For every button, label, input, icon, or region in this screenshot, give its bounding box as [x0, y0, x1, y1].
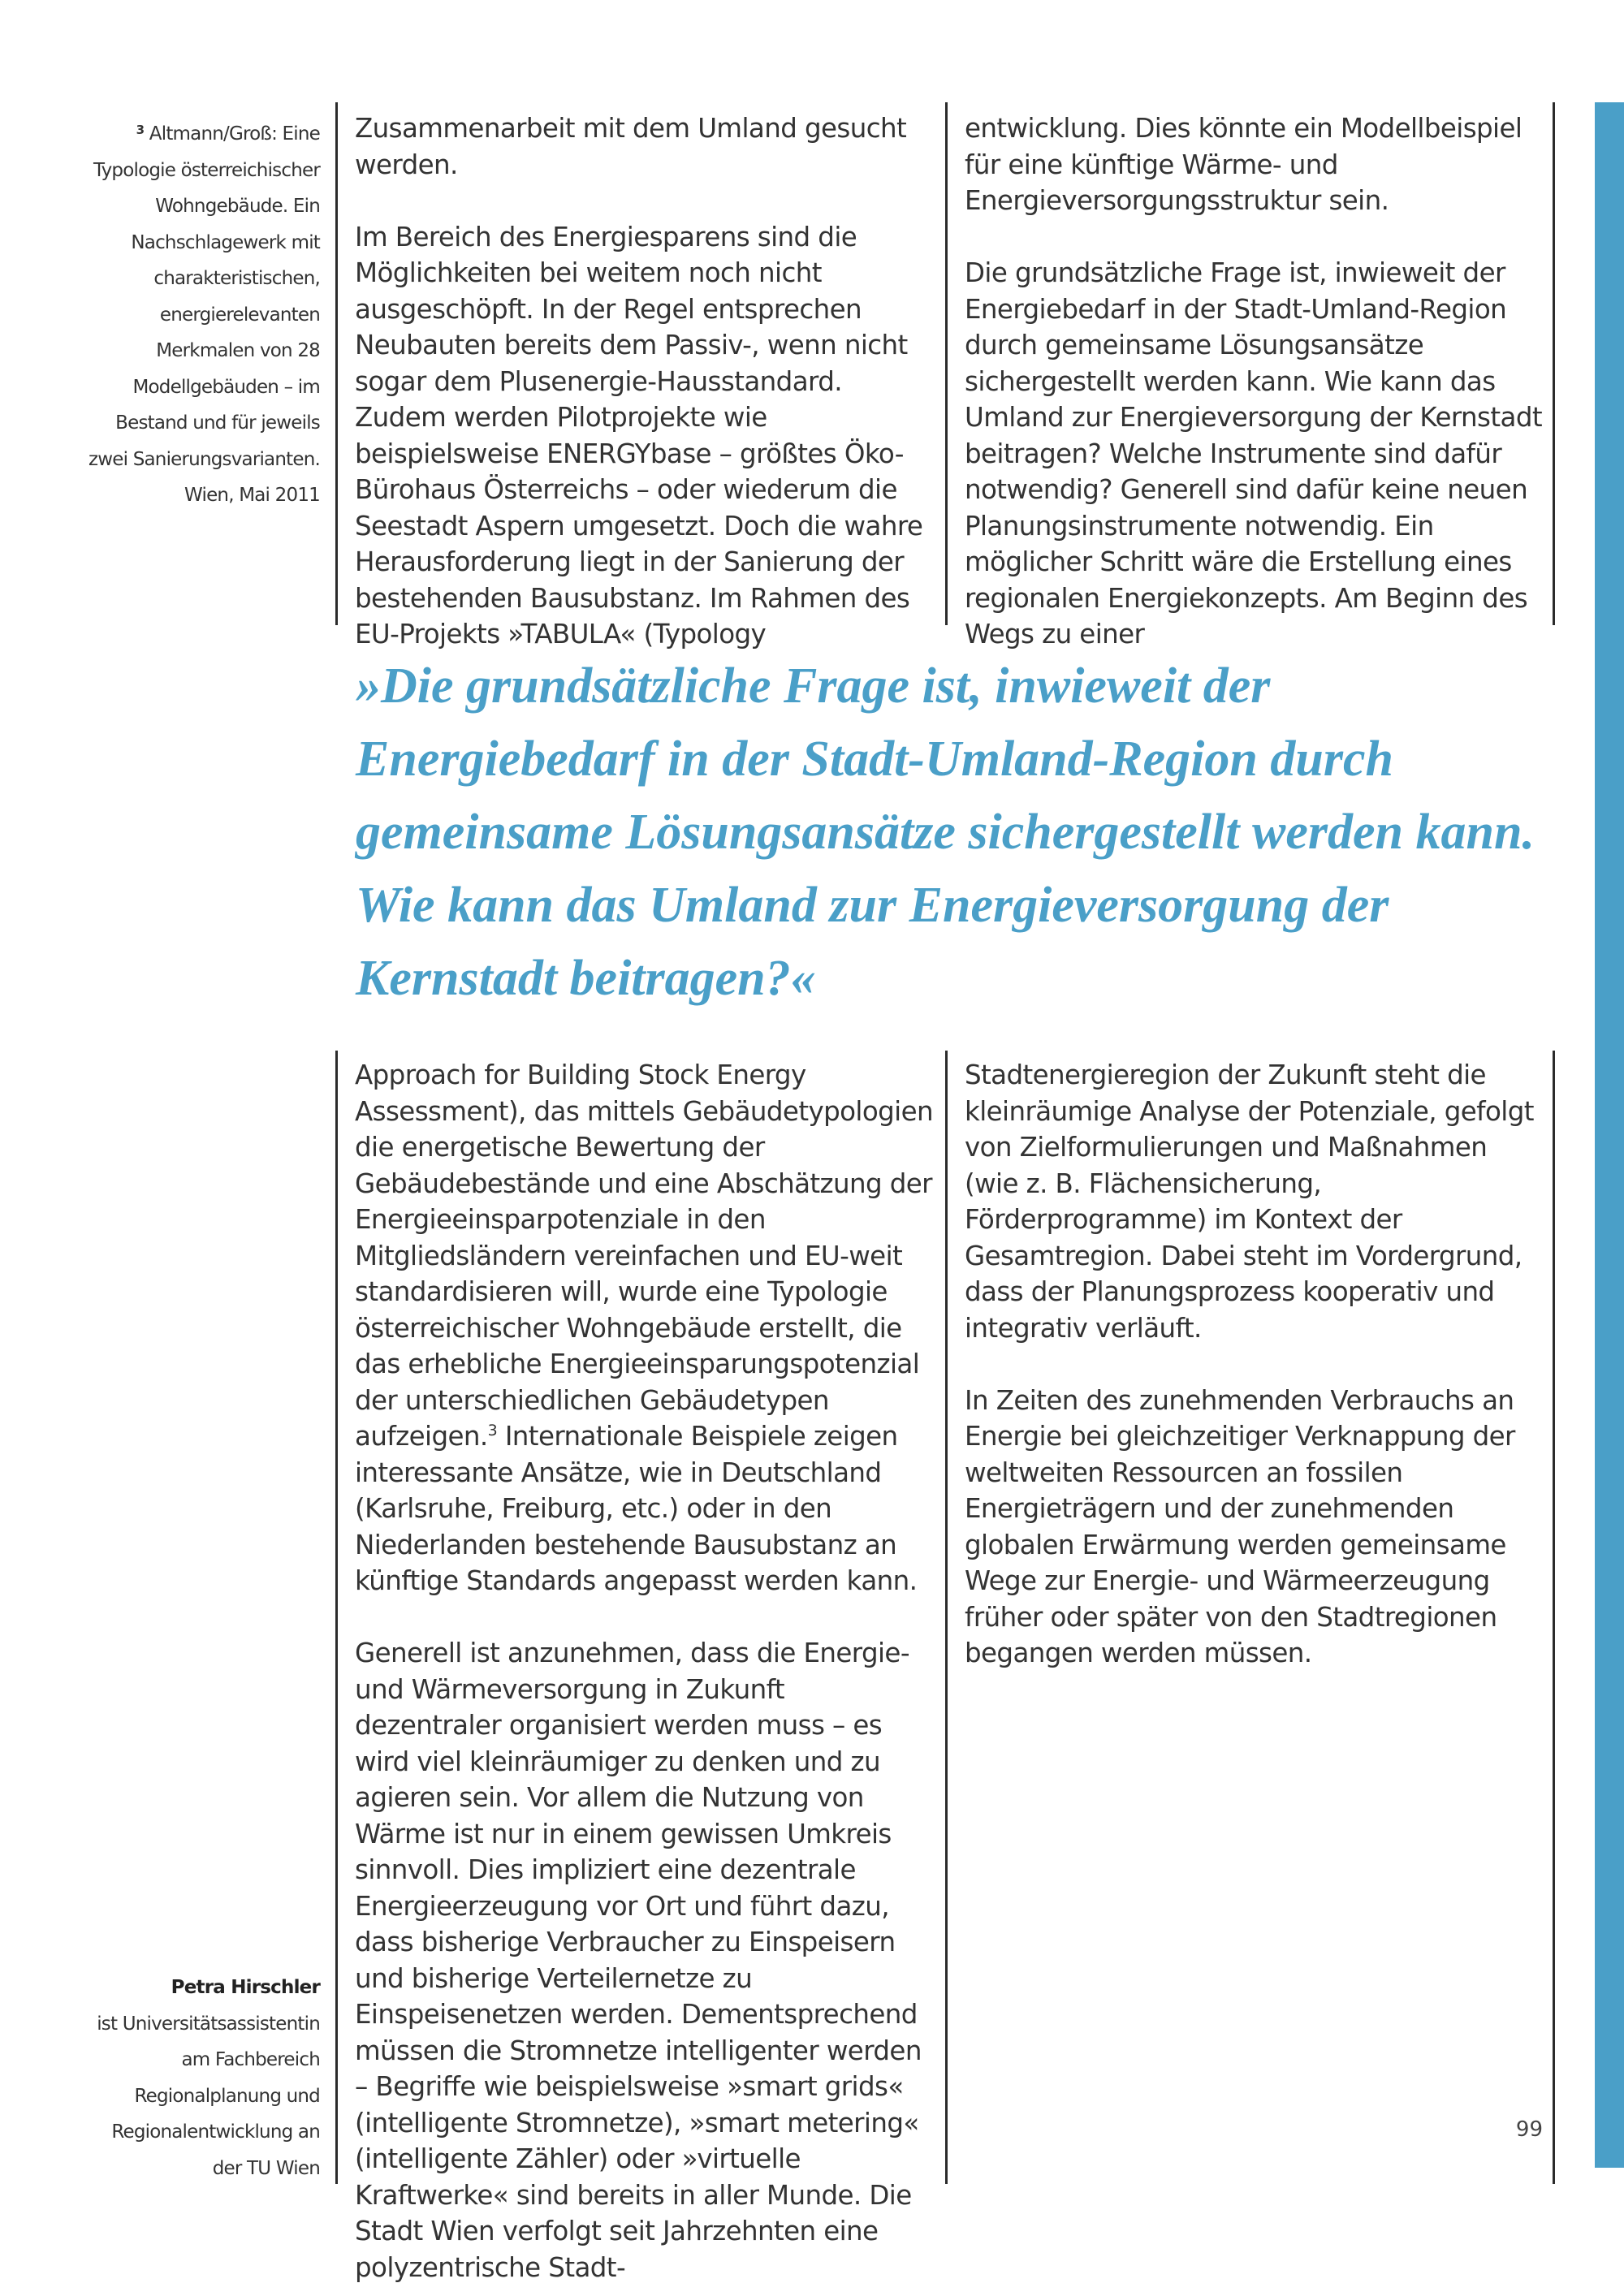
page-accent-bar — [1595, 102, 1624, 2168]
footnote — [84, 112, 320, 514]
paragraph: Zusammenarbeit mit dem Umland gesucht werden. — [355, 113, 907, 180]
footnote-text — [84, 112, 320, 477]
paragraph: Stadtenergieregion der Zukunft steht die kleinräumige Analyse der Potenziale, gefolgt von Zielformulierungen und Maßnahmen (wie z. B. Flächensicherung, Förderprogramme) im Kontext der Gesamtregion. Dabei steht im Vordergrund, dass der Planungsprozess kooperativ und integrativ verläuft. — [965, 1060, 1534, 1344]
bottom-column-2 — [965, 1057, 1543, 1672]
paragraph-text: Internationale Beispiele zeigen interessante Ansätze, wie in Deutschland (Karlsruhe, Freiburg, etc.) oder in den Niederlanden bestehende Bausubstanz an künftige Standards angepasst werden kann. — [355, 1421, 918, 1596]
footnote-reference: 3 — [487, 1422, 498, 1439]
footnote-body: Altmann/Groß: Eine Typologie österreichischer Wohngebäude. Ein Nachschlagewerk mit charakteristischen, energierelevanten Merkmalen von 28 Modellgebäuden – im Bestand und für jeweils zwei Sanierungsvarianten. — [88, 123, 320, 470]
author-name: Petra Hirschler — [171, 1977, 320, 1998]
column-rule — [945, 102, 948, 625]
paragraph: Generell ist anzunehmen, dass die Energie- und Wärmeversorgung in Zukunft dezentraler organisiert werden muss – es wird viel kleinräumiger zu denken und zu agieren sein. Vor allem die Nutzung von Wärme ist nur in einem gewissen Umkreis sinnvoll. Dies impliziert eine dezentrale Energieerzeugung vor Ort und führt dazu, dass bisherige Verbraucher zu Einspeisern und bisherige Verteilernetze zu Einspeisenetzen werden. Dementsprechend müssen die Stromnetze intelligenter werden – Begriffe wie beispielsweise »smart grids« (intelligente Stromnetze), »smart metering« (intelligente Zähler) oder »virtuelle Kraftwerke« sind bereits in aller Munde. Die Stadt Wien verfolgt seit Jahrzehnten eine polyzentrische Stadt- — [355, 1638, 922, 2283]
paragraph-text: Approach for Building Stock Energy Assessment), das mittels Gebäudetypologien die energetische Bewertung der Gebäudebestände und eine Abschätzung der Energieeinsparpotenziale in den Mitgliedsländern vereinfachen und EU-weit standardisieren will, wurde eine Typologie österreichischer Wohngebäude erstellt, die das erhebliche Energieeinsparungspotenzial der unterschiedlichen Gebäudetypen aufzeigen. — [355, 1060, 933, 1452]
top-column-2 — [965, 110, 1543, 653]
footnote-marker: 3 — [136, 123, 145, 137]
footnote-place-date: Wien, Mai 2011 — [184, 485, 320, 506]
page-number: 99 — [1515, 2117, 1543, 2142]
paragraph: In Zeiten des zunehmenden Verbrauchs an Energie bei gleichzeitiger Verknappung der weltweiten Ressourcen an fossilen Energieträgern und der zunehmenden globalen Erwärmung werden gemeinsame Wege zur Energie- und Wärmeerzeugung früher oder später von den Stadtregionen begangen werden müssen. — [965, 1384, 1515, 1668]
paragraph: entwicklung. Dies könnte ein Modellbeispiel für eine künftige Wärme- und Energieversorgungsstruktur sein. — [965, 113, 1522, 216]
author-bio: ist Universitätsassistentin am Fachbereich Regionalplanung und Regionalentwicklung an der TU Wien — [97, 2013, 320, 2179]
paragraph: Die grundsätzliche Frage ist, inwieweit der Energiebedarf in der Stadt-Umland-Region durch gemeinsame Lösungsansätze sichergestellt werden kann. Wie kann das Umland zur Energieversorgung der Kernstadt beitragen? Welche Instrumente sind dafür notwendig? Generell sind dafür keine neuen Planungsinstrumente notwendig. Ein möglicher Schritt wäre die Erstellung eines regionalen Energiekonzepts. Am Beginn des Wegs zu einer — [965, 257, 1543, 650]
column-rule — [335, 1051, 338, 2184]
bottom-column-1 — [355, 1057, 933, 2285]
paragraph — [355, 1057, 933, 1599]
paragraph: Im Bereich des Energiesparens sind die Möglichkeiten bei weitem noch nicht ausgeschöpft. In der Regel entsprechen Neubauten bereits dem Passiv-, wenn nicht sogar dem Plusenergie-Hausstandard. Zudem werden Pilotprojekte wie beispielsweise ENERGYbase – größtes Öko-Bürohaus Österreichs – oder wiederum die Seestadt Aspern umgesetzt. Doch die wahre Herausforderung liegt in der Sanierung der bestehenden Bausubstanz. Im Rahmen des EU-Projekts »TABULA« (Typology — [355, 221, 923, 650]
column-rule — [1553, 1051, 1555, 2184]
top-column-1 — [355, 110, 933, 653]
pull-quote: »Die grundsätzliche Frage ist, inwieweit der Energiebedarf in der Stadt-Umland-Region durch gemeinsame Lösungsansätze sichergestellt werden kann. Wie kann das Umland zur Energieversorgung der Kernstadt beitragen?« — [356, 658, 1535, 1006]
author-note — [84, 1970, 320, 2186]
column-rule — [945, 1051, 948, 2184]
column-rule — [1553, 102, 1555, 625]
column-rule — [335, 102, 338, 625]
